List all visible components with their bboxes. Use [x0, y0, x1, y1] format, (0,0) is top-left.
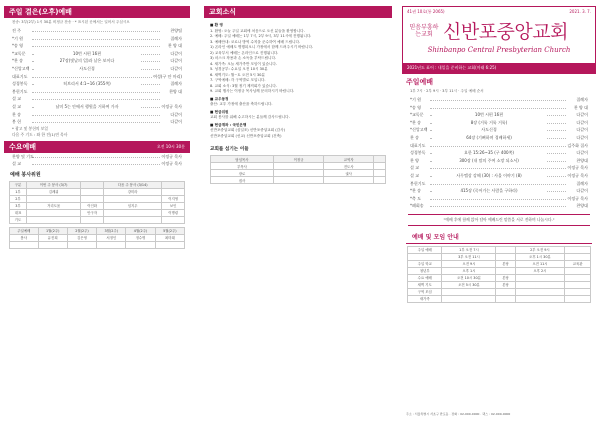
order-item-label: 설 교: [12, 161, 21, 167]
closing-quote: "예배 후에 함께 앉아 담아 예배드린 말씀을 서로 전하며 나눕시다.": [408, 214, 590, 226]
order-item-label: 봉헌기도: [410, 180, 426, 186]
table-header-cell: 이정규: [273, 156, 323, 163]
table-cell: 거리도움: [26, 202, 80, 209]
issue-number: 41권 10호(통 2065): [407, 9, 445, 14]
table-cell: [104, 216, 162, 223]
order-item-leader: 이정규 목사: [567, 195, 588, 201]
order-item-label: 찬 송: [410, 134, 419, 140]
news-heading: ■ 환 영: [210, 23, 223, 27]
leader-dots: [32, 46, 160, 47]
order-item: [4, 95, 190, 103]
panel-middle: [204, 6, 392, 419]
news-line: 1) 온라인 예배도 병행되오니 가정에서 함께 드려주시기 바랍니다.: [210, 45, 314, 49]
table-cell: [26, 216, 80, 223]
table-cell: 이지영: [162, 195, 185, 202]
panel-right: [402, 6, 596, 419]
table-row: [10, 195, 185, 202]
leader-dots: [430, 199, 566, 200]
leader-dots: [32, 157, 160, 158]
table-cell: 김은영: [67, 234, 96, 241]
table-cell: [565, 281, 591, 288]
order-item: [4, 27, 190, 35]
table-cell: 부목사: [211, 163, 274, 170]
order-item-leader: 김주화 집사: [567, 142, 588, 148]
order-item-content: 27장(빛날의 일)과 날은 보이다: [34, 57, 140, 65]
order-item-content: 사도신경: [34, 65, 140, 73]
table-cell: 구역 모임: [408, 288, 442, 295]
table-row: [408, 246, 591, 253]
order-item: [4, 160, 190, 168]
table-cell: [565, 288, 591, 295]
table-cell: [273, 163, 323, 170]
table-cell: [38, 241, 67, 248]
table-row: [408, 288, 591, 295]
table-header-cell: 이번 주 봉사 (3/7): [26, 181, 80, 188]
order-item-leader: 이정규 목사: [161, 153, 182, 159]
news-heading: ■ 교우동정: [210, 96, 229, 101]
order-item: [4, 118, 190, 126]
table-row: [408, 281, 591, 288]
order-item-leader: 찬 양 대: [573, 104, 588, 110]
table-cell: [374, 170, 386, 177]
table-cell: 오전 11시: [515, 260, 565, 267]
table-row: [211, 170, 386, 177]
leader-dots: [430, 108, 566, 109]
table-header-cell: 다음 주 봉사 (3/14): [104, 181, 162, 188]
table-cell: 봉사: [10, 234, 39, 241]
table-cell: [565, 267, 591, 274]
order-item: [402, 104, 596, 112]
sunday-note: 찬송: 3부(2부) 1시 30분 비정규 찬송 · * 표시된 곳에서는 일어서 주십시오: [12, 20, 130, 24]
table-cell: 2부: [10, 195, 27, 202]
year-motto: 2021년도 표어 : 내일을 준비하는 교회(마태 6:25): [403, 63, 595, 73]
monthly-roster-table: [9, 227, 185, 249]
order-item-label: 대표기도: [12, 73, 28, 79]
order-item: [402, 119, 596, 127]
staff-table: [210, 155, 386, 184]
leader-dots: [430, 184, 566, 185]
order-item-leader: 다같이: [576, 134, 588, 140]
table-cell: 보인: [162, 202, 185, 209]
table-cell: [162, 216, 185, 223]
table-cell: 1부 오전 7시: [442, 246, 496, 253]
order-item-content: 415장 (죽어가는 사람을 구하라): [432, 187, 546, 195]
table-header-cell: 2월(2주): [67, 227, 96, 234]
leader-dots: [32, 164, 160, 165]
order-item: [4, 65, 190, 73]
order-item: [402, 187, 596, 195]
table-cell: [81, 216, 104, 223]
news-heading: ■ 헌금계좌 : 국민은행: [210, 122, 247, 127]
news-line: 2. 예배: 주일 예배는 1부 7시, 2부 9시, 3부 11시에 진행됩니다.: [210, 34, 312, 38]
footer-address: 주소 : 서울특별시 서초구 반포동 · 전화 : 02-000-0000 · 팩스 : 02-000-0000: [406, 412, 511, 416]
order-item: [402, 172, 596, 180]
news-line: 5. 성경공부: 수요일 오전 10시 30분: [210, 67, 268, 71]
table-row: [10, 216, 185, 223]
table-cell: 오전 10시 30분: [442, 274, 496, 281]
wednesday-title: 수요예배: [9, 142, 37, 151]
bulletin-header: [402, 6, 596, 74]
leader-dots: [32, 92, 160, 93]
table-cell: [515, 274, 565, 281]
order-item-leader: 다같이: [576, 188, 588, 194]
order-item: [402, 164, 596, 172]
table-cell: 새벽 기도: [408, 281, 442, 288]
order-item-leader: 다같이: [576, 127, 588, 133]
table-cell: 본당: [496, 274, 515, 281]
table-cell: [273, 170, 323, 177]
table-cell: [565, 253, 591, 260]
order-item-label: *찬 송: [410, 119, 421, 125]
order-item-leader: 다같이: [170, 65, 182, 71]
table-cell: 3부: [10, 202, 27, 209]
order-item: [402, 202, 596, 210]
wednesday-header: [4, 141, 190, 153]
table-header-cell: 담임목사: [211, 156, 274, 163]
table-cell: [67, 241, 96, 248]
staff-title: 교회를 섬기는 이들: [210, 147, 249, 152]
order-item-label: *찬 송: [12, 58, 23, 64]
sunday-afternoon-header: [4, 6, 190, 18]
table-header-cell: 교역자: [324, 156, 374, 163]
table-cell: [273, 177, 323, 184]
order-item-label: 성경봉독: [410, 150, 426, 156]
order-item: [4, 35, 190, 43]
table-cell: 오후 1시 30분: [515, 253, 565, 260]
order-item: [4, 57, 190, 65]
order-item: [402, 126, 596, 134]
order-item-label: *신앙고백: [410, 127, 428, 133]
news-line: 교회 봉사를 위해 수고하시는 분들께 감사드립니다.: [210, 115, 290, 119]
table-cell: [155, 241, 184, 248]
order-item-leader: 다같이: [170, 50, 182, 56]
table-cell: 전도사: [324, 163, 374, 170]
order-item-leader: 집례자: [576, 97, 588, 102]
leader-dots: [430, 146, 566, 147]
order-item-content: 히브리서 4:1~16 (355쪽): [34, 80, 140, 88]
table-header-cell: [162, 181, 185, 188]
table-cell: [81, 188, 104, 195]
table-cell: [104, 195, 162, 202]
table-cell: 본당: [496, 281, 515, 288]
table-cell: [26, 209, 80, 216]
order-item: [402, 111, 596, 119]
order-item-leader: 다같이: [170, 111, 182, 117]
table-cell: [496, 267, 515, 274]
news-heading: ■ 헌금위원: [210, 109, 229, 114]
order-item-label: 전 주: [12, 28, 21, 33]
order-item-label: 봉헌기도: [12, 88, 28, 94]
order-item: [4, 111, 190, 119]
order-item-leader: 찬 양 대: [167, 43, 182, 49]
order-item-label: *축 도: [410, 195, 421, 201]
table-row: [408, 260, 591, 267]
leader-dots: [32, 122, 160, 123]
table-cell: [565, 246, 591, 253]
leader-dots: [32, 39, 160, 40]
table-row: [211, 177, 386, 184]
order-item-content: 10번 시편 16편: [432, 111, 546, 119]
leader-dots: [32, 77, 160, 78]
order-item-leader: 다같이: [170, 58, 182, 64]
order-item-label: 찬 송: [12, 111, 21, 117]
news-line: 신반포중앙교회 (십일조) 신반포중앙교회 (감사): [210, 128, 285, 132]
table-cell: [97, 241, 126, 248]
table-header-cell: [374, 156, 386, 163]
table-cell: [104, 209, 162, 216]
worship-title: 주일예배: [406, 78, 434, 86]
table-row: [10, 202, 185, 209]
order-item-label: 찬 양: [410, 157, 419, 163]
table-cell: [515, 288, 565, 295]
order-item-label: *기 원: [12, 35, 23, 41]
order-item-content: 사도신경: [432, 126, 546, 134]
wednesday-time: 오전 10시 30분: [156, 143, 185, 149]
table-cell: [374, 177, 386, 184]
table-row: [211, 163, 386, 170]
order-item-label: 성경봉독: [12, 81, 28, 87]
news-line: 1. 환영: 오늘 주일 교회에 처음으로 오신 분들을 환영합니다.: [210, 28, 305, 33]
table-row: [408, 274, 591, 281]
worship-order-list: [402, 96, 596, 210]
table-cell: [442, 288, 496, 295]
order-item: [402, 134, 596, 142]
table-header-cell: 구분: [10, 181, 27, 188]
table-header-cell: 3월(2주): [97, 227, 126, 234]
table-cell: [496, 288, 515, 295]
leader-dots: [32, 115, 160, 116]
order-item-leader: 찬양 대: [169, 88, 182, 94]
table-row: [10, 188, 185, 195]
order-item-leader: 이정규 목사: [161, 161, 182, 167]
order-item-leader: 다같이: [576, 150, 588, 156]
order-item-leader: 이정규 목사: [161, 103, 182, 109]
order-item-label: 찬양 및 기도: [12, 153, 34, 159]
news-title: 교회소식: [209, 8, 237, 16]
order-item-content: 8장 (거룩 거룩 거룩): [432, 119, 546, 127]
service-roster-table: [9, 181, 185, 224]
order-item: [402, 96, 596, 104]
table-cell: 오전 5시 30분: [442, 281, 496, 288]
order-item: [4, 153, 190, 161]
news-line: 7. 구역예배: 각 구역별로 모입니다.: [210, 78, 266, 82]
table-cell: 본당: [496, 260, 515, 267]
table-cell: 청년부: [408, 267, 442, 274]
order-item-leader: 다같이: [576, 112, 588, 118]
table-cell: 2부 오전 9시: [515, 246, 565, 253]
table-header-cell: 주일예배: [10, 227, 39, 234]
order-item-label: *신앙고백: [12, 65, 30, 71]
table-cell: 서정인: [97, 234, 126, 241]
table-cell: 이병령: [162, 209, 185, 216]
panel-left: [4, 6, 190, 419]
order-item-content: 300장 (내 맘의 주여 소망 되소서): [432, 157, 546, 165]
order-item-leader: 집례자: [170, 81, 182, 87]
table-cell: [324, 177, 374, 184]
order-item-leader: 찬양대: [576, 157, 588, 163]
order-item-label: *찬 송: [410, 188, 421, 194]
table-cell: 오전 9시: [442, 260, 496, 267]
news-line: 9. 교회 행사는 이정규 목사님께 문의하시기 바랍니다.: [210, 89, 295, 93]
table-cell: 새가족: [408, 295, 442, 302]
schedule-title: 예배 봉사위원: [10, 171, 41, 178]
news-line: 3) 마스크 착용과 손 소독을 부탁드립니다.: [210, 56, 277, 60]
table-cell: [81, 195, 104, 202]
table-cell: 대표: [10, 209, 27, 216]
order-item-leader: 이정규 목사: [567, 165, 588, 171]
news-line: 3. 예배안내: 코로나 방역 수칙을 준수하여 예배 드립니다.: [210, 39, 301, 44]
order-item: [4, 73, 190, 81]
table-cell: 주일 학교: [408, 260, 442, 267]
news-header: [204, 6, 392, 18]
table-cell: 기도: [10, 216, 27, 223]
order-item: [4, 50, 190, 58]
table-cell: 김례위: [26, 188, 80, 195]
leader-dots: [430, 168, 566, 169]
table-header-cell: [81, 181, 104, 188]
table-cell: [374, 163, 386, 170]
table-cell: 주일 예배: [408, 246, 442, 253]
meeting-schedule-table: [407, 246, 591, 303]
order-item-label: 대표기도: [410, 142, 426, 148]
table-cell: [26, 195, 80, 202]
order-item-label: *교독문: [12, 50, 26, 56]
leader-dots: [32, 99, 160, 100]
table-cell: 오후 1시: [442, 267, 496, 274]
order-item: [402, 195, 596, 203]
table-cell: 장로: [211, 170, 274, 177]
sunday-end-2: 다음 주 기도 : 와 한 전(1)연 목사: [12, 131, 68, 137]
news-line: 2) 교육부서 예배는 온라인으로 진행됩니다.: [210, 50, 279, 55]
worship-note: 1부 7시 · 2부 9시 · 3부 11시 · 주일 예배 순서: [410, 89, 484, 93]
table-cell: 임지우: [104, 202, 162, 209]
table-cell: 강미라: [104, 188, 162, 195]
church-logo: [403, 17, 595, 44]
news-line: 4. 새가족: 오늘 새가족반 모임이 있습니다.: [210, 61, 278, 66]
table-header-cell: 5월(2주): [155, 227, 184, 234]
leader-dots: [430, 100, 566, 101]
table-cell: 권사: [324, 170, 374, 177]
table-cell: 1부: [10, 188, 27, 195]
table-cell: 정수명: [126, 234, 155, 241]
table-cell: 오후 2시: [515, 267, 565, 274]
order-item-leader: 집례자: [170, 35, 182, 41]
table-cell: [515, 281, 565, 288]
table-cell: [408, 253, 442, 260]
table-cell: [565, 274, 591, 281]
table-cell: 수요 예배: [408, 274, 442, 281]
leader-dots: [430, 206, 566, 207]
order-item-label: *교독문: [410, 112, 424, 118]
table-row: [408, 295, 591, 302]
order-item-leader: 찬양팀: [170, 28, 182, 33]
table-cell: [496, 253, 515, 260]
order-item: [402, 157, 596, 165]
order-item-label: 봉 헌: [12, 119, 21, 125]
order-item-leader: 여성(구 안 마리): [153, 73, 182, 79]
table-cell: 3부 오전 11시: [442, 253, 496, 260]
schedule-section-title: 예배 및 모임 안내: [406, 230, 592, 244]
news-line: 6. 새벽기도: 월~토 오전 5시 30분: [210, 72, 265, 77]
order-item-label: 설 교: [410, 165, 419, 171]
sunday-order-list: [4, 27, 190, 126]
order-item-content: 64장 (기뻐하며 경배하세): [432, 134, 546, 142]
news-line: 출산: 교우 가정에 출산을 축하드립니다.: [210, 102, 273, 106]
news-line: 신반포중앙교회 (선교) 신반포중앙교회 (건축): [210, 133, 282, 138]
order-item-content: 요한 15:26~35 (구 400쪽): [432, 149, 546, 157]
church-name-en: Shinbanpo Central Presbyterian Church: [427, 46, 571, 54]
table-cell: [496, 295, 515, 302]
order-item: [402, 142, 596, 150]
sunday-end-1: * 광고 및 봉헌의 보일: [12, 125, 49, 131]
table-cell: [10, 241, 39, 248]
order-item-content: 사무엘상 강해 (30) : 사울 이야기 (8): [432, 172, 546, 180]
church-name: 신반포중앙교회: [443, 21, 568, 43]
table-row: [10, 241, 185, 248]
order-item-label: *송 영: [12, 43, 23, 49]
table-header-cell: 4월(2주): [126, 227, 155, 234]
news-line: 8. 교회 소식: 3월 정기 제직회가 있습니다.: [210, 83, 277, 88]
order-item-label: *송 영: [410, 104, 421, 110]
order-item-label: 설 교: [12, 96, 21, 102]
table-row: [10, 209, 185, 216]
table-cell: [126, 241, 155, 248]
table-cell: 집사: [211, 177, 274, 184]
order-item-leader: 집례자: [576, 180, 588, 186]
table-header-cell: 1월(2주): [38, 227, 67, 234]
order-item: [4, 80, 190, 88]
table-cell: [496, 246, 515, 253]
order-item-label: 설 교: [12, 103, 21, 109]
order-item-leader: 이정규 목사: [567, 172, 588, 178]
news-body: [204, 18, 392, 142]
section-title: 주일 결은(오후)예배: [9, 8, 72, 16]
table-cell: [515, 295, 565, 302]
table-row: [10, 234, 185, 241]
order-item-leader: 찬양대: [576, 203, 588, 209]
order-item: [402, 180, 596, 188]
table-row: [408, 253, 591, 260]
table-cell: 안구자: [81, 209, 104, 216]
order-item-content: 10번 시편 16편: [34, 50, 140, 58]
table-cell: 최미래: [155, 234, 184, 241]
order-item-content: 남미 5는 안에서 행원을 거하여 가자: [34, 103, 140, 111]
logo-small-text: 믿음부흥하는교회: [409, 23, 439, 38]
table-cell: 유진희: [38, 234, 67, 241]
order-item: [4, 103, 190, 111]
order-item: [402, 149, 596, 157]
table-row: [408, 267, 591, 274]
wednesday-order-list: [4, 153, 190, 168]
issue-date: 2021. 3. 7.: [569, 9, 591, 14]
order-item-leader: 다같이: [576, 119, 588, 125]
table-cell: [565, 295, 591, 302]
leader-dots: [32, 31, 160, 32]
order-item-label: *폐회송: [410, 203, 424, 209]
order-item: [4, 88, 190, 96]
table-cell: [162, 188, 185, 195]
order-item-label: 설 교: [410, 172, 419, 178]
order-item-leader: 다같이: [170, 119, 182, 125]
table-cell: [442, 295, 496, 302]
order-item: [4, 42, 190, 50]
table-cell: 교육관: [565, 260, 591, 267]
table-cell: 이인화: [81, 202, 104, 209]
order-item-label: *기 원: [410, 97, 421, 102]
